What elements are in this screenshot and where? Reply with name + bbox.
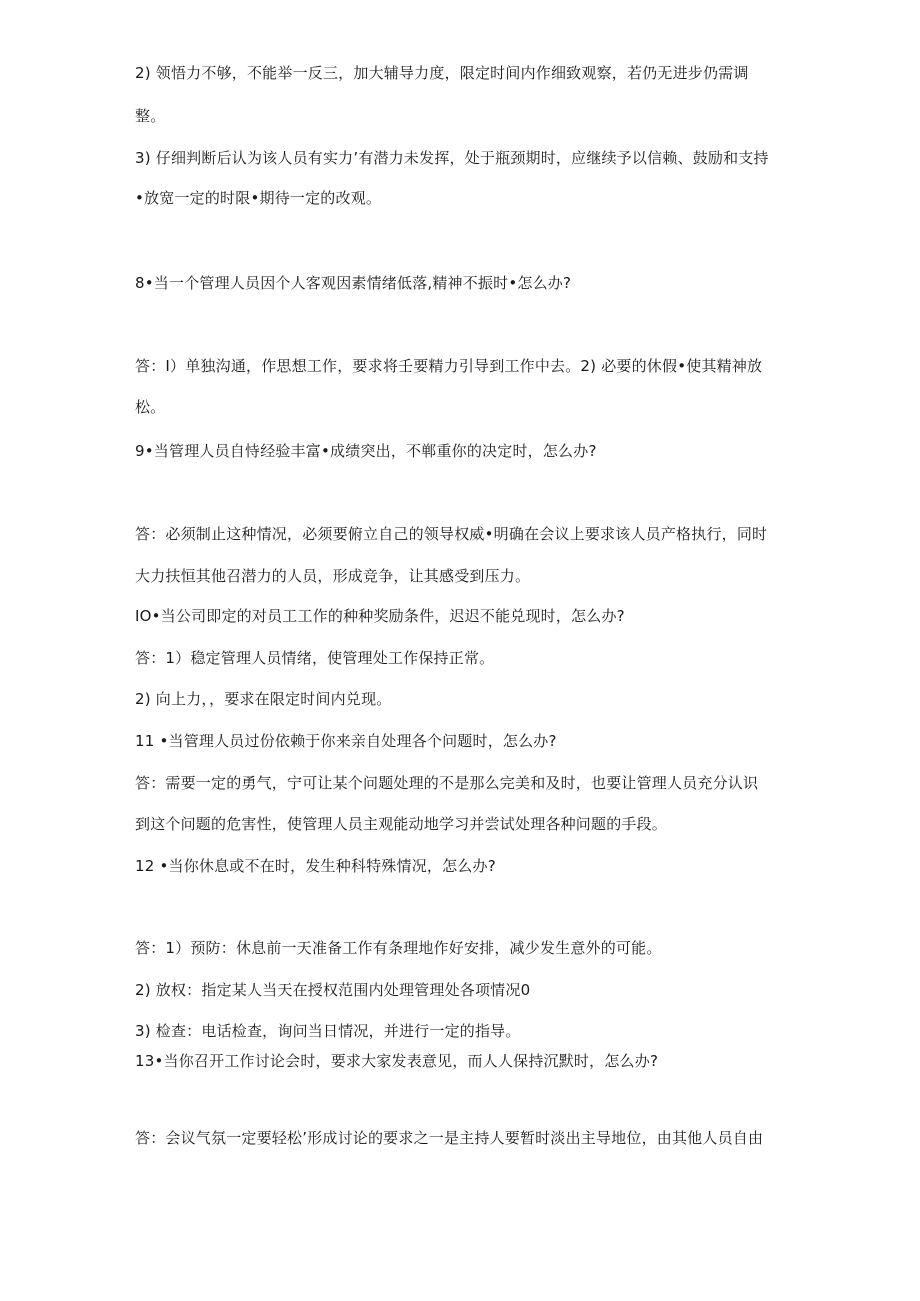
text-line-1: 2) 领悟力不够，不能举一反三，加大辅导力度，限定时间内作细致观察，若仍无进步仍需调 [135,64,749,82]
text-line-8: 9•当管理人员自恃经验丰富•成绩突出，不郸重你的决定时，怎么办? [135,442,597,460]
text-line-22: 答：会议气氛一定要轻松’形成讨论的要求之一是主持人要暂时淡出主导地位，由其他人员自由 [135,1129,764,1147]
text-line-3: 3) 仔细判断后认为该人员有实力’有潜力未发挥，处于瓶颈期时，应继续予以信赖、鼓励和支持 [135,149,769,167]
text-line-19: 2) 放权：指定某人当天在授权范围内处理管理处各项情况0 [135,981,531,999]
text-line-17: 12 •当你休息或不在时，发生种科特殊情况，怎么办? [135,857,496,875]
text-line-15: 答：需要一定的勇气，宁可让某个问题处理的不是那么完美和及时，也要让管理人员充分认识 [135,774,759,792]
text-line-20: 3) 检查：电话检查，询问当日情况，并进行一定的指导。 [135,1022,521,1040]
text-line-9: 答：必须制止这种情况，必须要俯立自己的领导权威•明确在会议上要求该人员产格执行，同时 [135,525,768,543]
text-line-13: 2) 向上力，，要求在限定时间内兑现。 [135,690,392,708]
text-line-6: 答：I）单独沟通，作思想工作，要求将壬要精力引导到工作中去。2) 必要的休假•使其精神放 [135,357,763,375]
text-line-7: 松。 [135,398,166,416]
text-line-16: 到这个问题的危害性，使管理人员主观能动地学习并尝试处理各种问题的手段。 [135,815,668,833]
text-line-12: 答：1）稳定管理人员情绪，使管理处工作保持正常。 [135,649,495,667]
text-line-21: 13•当你召开工作讨论会时，要求大家发表意见，而人人保持沉默时，怎么办? [135,1052,659,1070]
text-line-14: 11 •当管理人员过份依赖于你来亲自处理各个问题时，怎么办? [135,732,557,750]
text-line-10: 大力扶恒其他召潜力的人员，形成竞争，让其感受到压力。 [135,567,531,585]
text-line-2: 整。 [135,107,166,125]
text-line-4: •放宽一定的时限•期待一定的改观。 [135,189,382,207]
text-line-11: IO•当公司即定的对员工工作的种种奖励条件，迟迟不能兑现时，怎么办? [135,607,625,625]
text-line-5: 8•当一个管理人员因个人客观因素情绪低落,精神不振时•怎么办? [135,274,572,292]
text-line-18: 答：1）预防：休息前一天准备工作有条理地作好安排，减少发生意外的可能。 [135,939,662,957]
